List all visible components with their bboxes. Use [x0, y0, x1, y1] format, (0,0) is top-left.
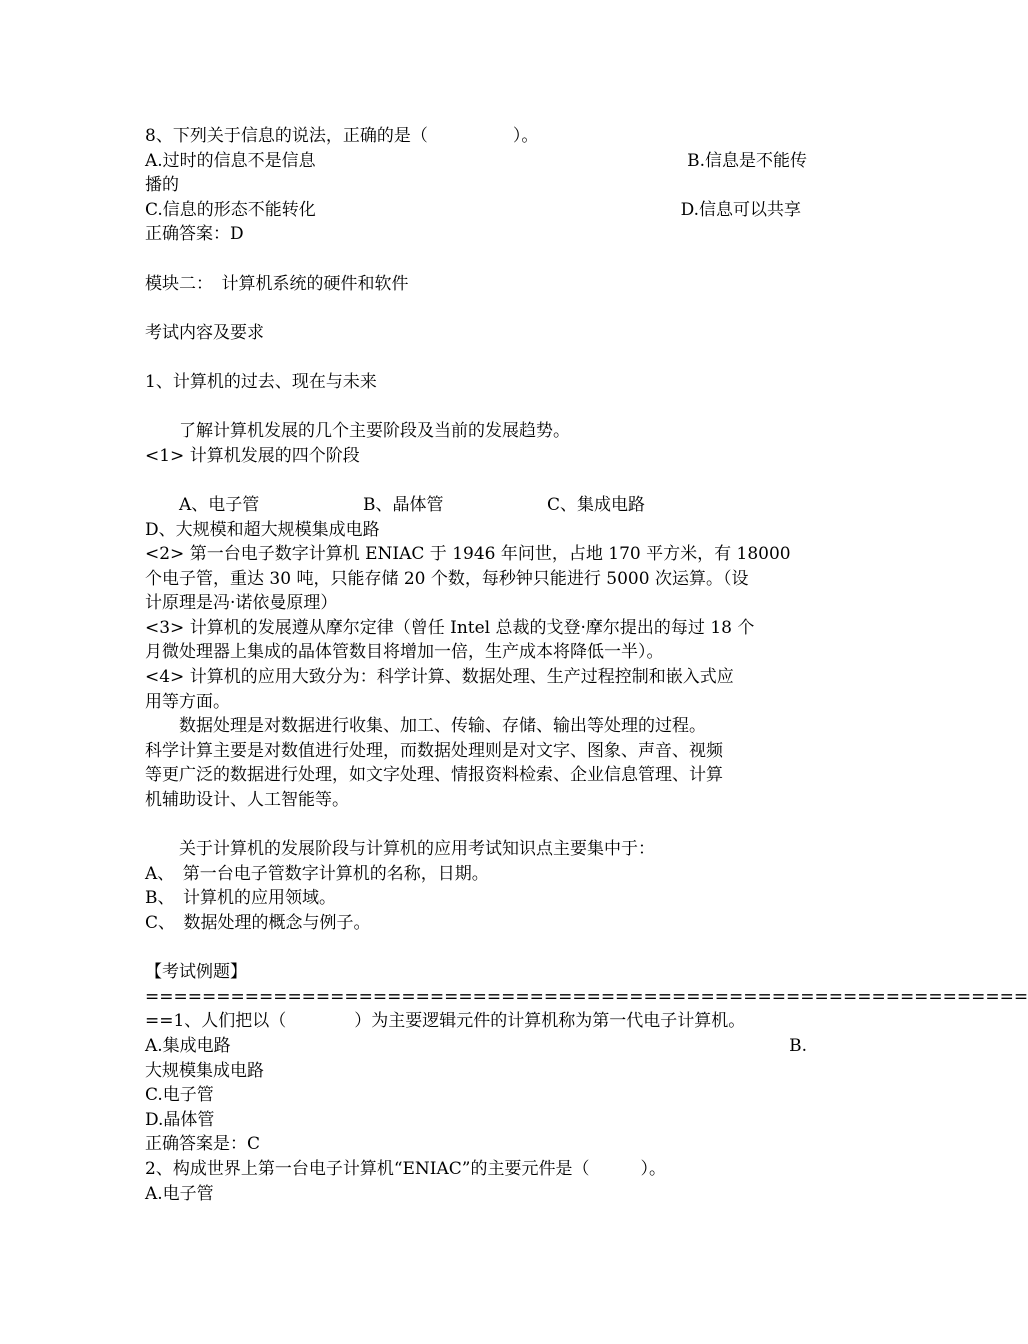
example-1-option-b: B. [789, 1035, 807, 1056]
point-4-line: 用等方面。 [145, 691, 230, 712]
point-4-line: <4> 计算机的应用大致分为：科学计算、数据处理、生产过程控制和嵌入式应 [145, 667, 734, 688]
scientific-computing-line: 机辅助设计、人工智能等。 [145, 790, 349, 811]
question-8-answer: 正确答案：D [145, 224, 244, 245]
section-1-intro: 了解计算机发展的几个主要阶段及当前的发展趋势。 [179, 421, 570, 442]
point-2-line: 个电子管，重达 30 吨，只能存储 20 个数，每秒钟只能进行 5000 次运算。（设 [145, 568, 749, 589]
example-1-option-a: A.集成电路 [145, 1035, 231, 1056]
document-body [145, 124, 1028, 1206]
example-1-answer: 正确答案是：C [145, 1134, 261, 1155]
focus-item: B、 计算机的应用领域。 [145, 888, 336, 909]
question-8-stem: 8、下列关于信息的说法，正确的是（ ）。 [145, 126, 539, 146]
option-a: A.过时的信息不是信息 [145, 150, 316, 171]
point-2-line: <2> 第一台电子数字计算机 ENIAC 于 1946 年问世，占地 170 平方米，有 18000 [145, 544, 791, 565]
point-3-line: <3> 计算机的发展遵从摩尔定律（曾任 Intel 总裁的戈登·摩尔提出的每过 18 个 [145, 617, 755, 638]
focus-item: A、 第一台电子管数字计算机的名称，日期。 [145, 863, 489, 884]
example-2-stem: 2、构成世界上第一台电子计算机“ENIAC”的主要元件是（ ）。 [145, 1158, 666, 1179]
question-8-options-cd [145, 198, 807, 223]
section-1-title: 1、计算机的过去、现在与未来 [145, 371, 377, 392]
option-b: B.信息是不能传 [687, 150, 807, 171]
stages-row [145, 493, 807, 518]
exam-examples-heading: 【考试例题】 [145, 962, 247, 983]
exam-requirements-heading: 考试内容及要求 [145, 322, 264, 343]
option-b-continuation: 播的 [145, 175, 179, 196]
point-1-title: <1> 计算机发展的四个阶段 [145, 445, 360, 466]
scientific-computing-line: 科学计算主要是对数值进行处理，而数据处理则是对文字、图象、声音、视频 [145, 740, 723, 761]
example-1-stem: ==1、人们把以（ ）为主要逻辑元件的计算机称为第一代电子计算机。 [145, 1011, 746, 1032]
separator-line: ============================================================== [145, 986, 1028, 1007]
stage-b: B、晶体管 [363, 494, 444, 515]
point-3-line: 月微处理器上集成的晶体管数目将增加一倍，生产成本将降低一半）。 [145, 642, 664, 663]
stage-c: C、集成电路 [547, 494, 646, 515]
option-c: C.信息的形态不能转化 [145, 199, 316, 220]
data-processing-definition: 数据处理是对数据进行收集、加工、传输、存储、输出等处理的过程。 [179, 716, 706, 737]
example-2-option-a: A.电子管 [145, 1183, 214, 1204]
example-1-options-ab [145, 1034, 807, 1059]
stage-a: A、电子管 [179, 494, 260, 515]
example-1-option-c: C.电子管 [145, 1085, 214, 1106]
example-1-option-d: D.晶体管 [145, 1109, 215, 1130]
example-1-option-b-continuation: 大规模集成电路 [145, 1060, 264, 1081]
focus-item: C、 数据处理的概念与例子。 [145, 913, 371, 933]
point-2-line: 计原理是冯·诺依曼原理） [145, 593, 338, 614]
stage-d: D、大规模和超大规模集成电路 [145, 519, 380, 540]
focus-intro: 关于计算机的发展阶段与计算机的应用考试知识点主要集中于： [179, 839, 655, 860]
scientific-computing-line: 等更广泛的数据进行处理，如文字处理、情报资料检索、企业信息管理、计算 [145, 765, 723, 786]
option-d: D.信息可以共享 [680, 199, 801, 220]
module-heading: 模块二： 计算机系统的硬件和软件 [145, 273, 409, 294]
question-8-options-ab [145, 149, 807, 174]
